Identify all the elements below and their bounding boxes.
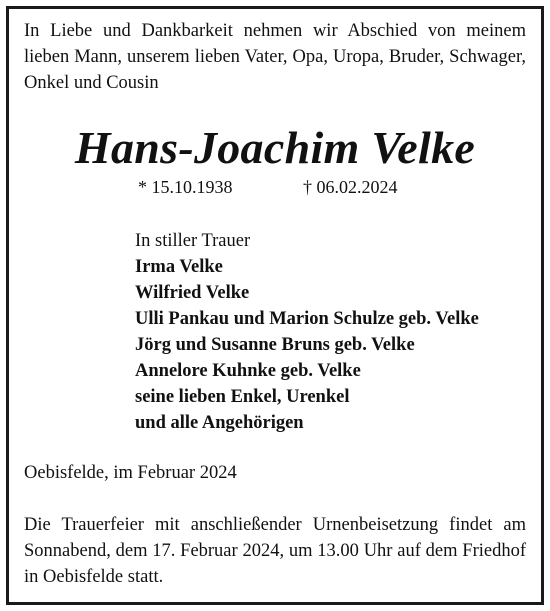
mourner-line: Annelore Kuhnke geb. Velke [135,361,361,381]
deceased-name: Hans-Joachim Velke [74,122,476,173]
mourner-line: Jörg und Susanne Bruns geb. Velke [135,335,415,355]
mourning-label: In stiller Trauer [135,231,251,251]
mourners-block [135,228,479,436]
mourner-line: Ulli Pankau und Marion Schulze geb. Velke [135,309,479,329]
mourner-line: seine lieben Enkel, Urenkel [135,387,350,407]
birth-date: * 15.10.1938 [138,177,233,197]
mourner-line: Irma Velke [135,257,223,277]
mourner-line: und alle Angehörigen [135,413,304,433]
place-date: Oebisfelde, im Februar 2024 [24,463,237,483]
death-date: † 06.02.2024 [303,177,398,197]
service-info: Die Trauerfeier mit anschließender Urnenbeisetzung findet am Sonnabend, dem 17. Februar 2024, um 13.00 Uhr auf dem Friedhof in Oebisfelde statt. [24,515,526,587]
mourner-line: Wilfried Velke [135,283,250,303]
intro-text: In Liebe und Dankbarkeit nehmen wir Abschied von meinem lieben Mann, unserem lieben Vater, Opa, Uropa, Bruder, Schwager, Onkel und Cousin [24,21,526,93]
